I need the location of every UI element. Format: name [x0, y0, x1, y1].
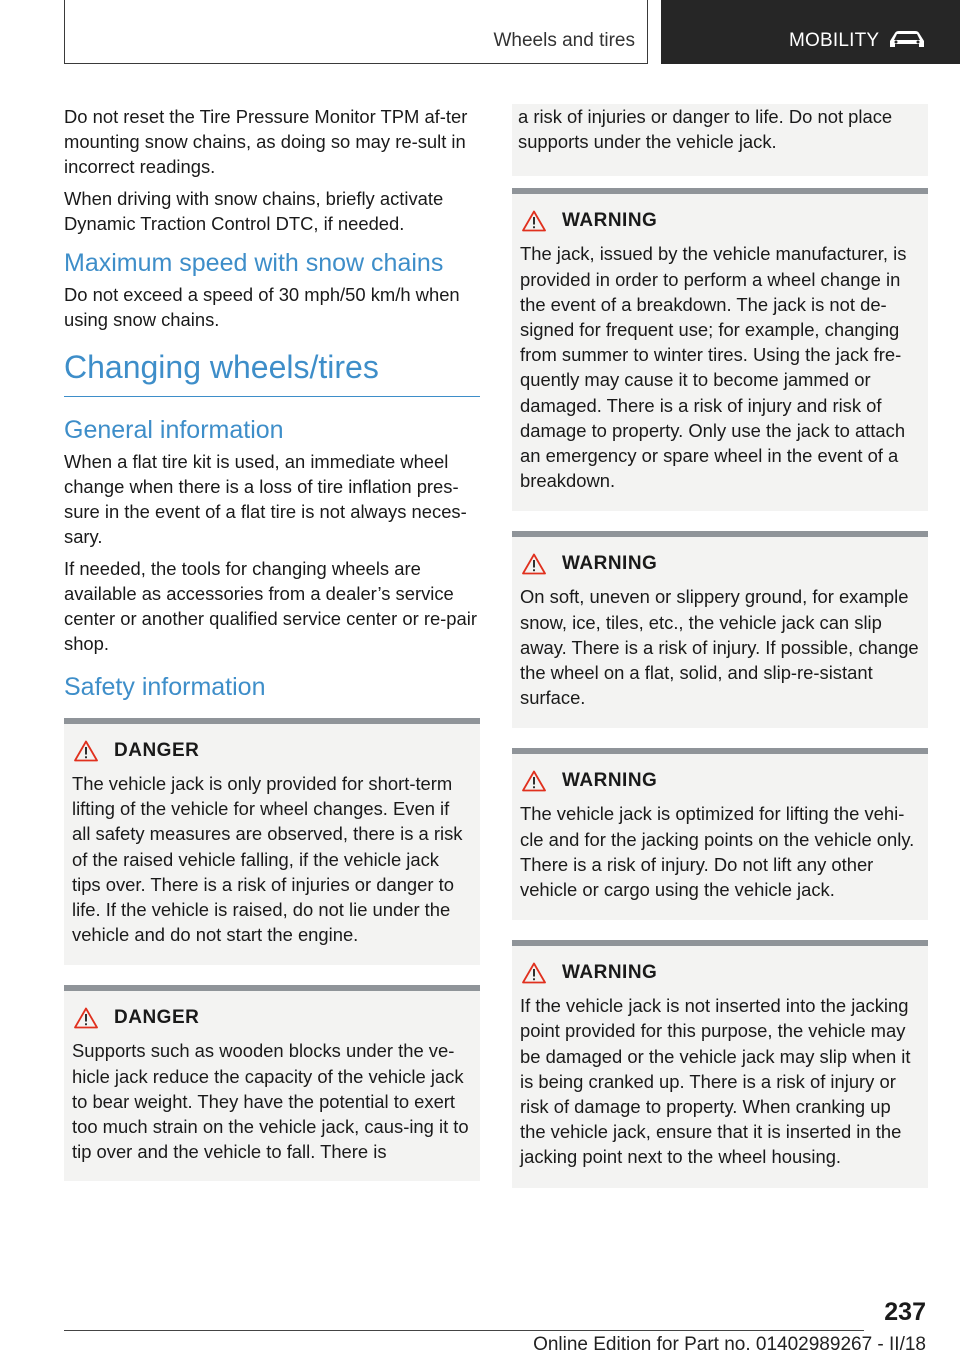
header-chapter-title: MOBILITY	[789, 30, 880, 51]
warning-title	[520, 960, 920, 986]
danger-label: DANGER	[114, 1007, 200, 1029]
heading-maximum-speed: Maximum speed with snow chains	[64, 249, 444, 277]
warning-title	[520, 208, 920, 234]
warning-box-jack-usage	[512, 188, 928, 511]
warning-triangle-icon	[522, 210, 546, 232]
header-chapter-tab	[661, 0, 960, 64]
warning-triangle-icon	[522, 770, 546, 792]
car-icon	[887, 29, 927, 51]
header-section-frame	[64, 0, 648, 64]
footer-edition: Online Edition for Part no. 01402989267 - II/18	[533, 1334, 926, 1355]
paragraph-tools: If needed, the tools for changing wheels are available as accessories from a dealer’s service center or another qualified service center or re-pair shop.	[64, 558, 477, 654]
danger-label: DANGER	[114, 740, 200, 761]
paragraph-flat-tire-kit: When a flat tire kit is used, an immediate wheel change when there is a loss of tire inflation pres-sure in the event of a flat tire is not always neces-sary.	[64, 451, 467, 547]
danger-box-supports-continued	[512, 104, 928, 176]
warning-triangle-icon	[74, 1007, 98, 1029]
paragraph-tpm-reset: Do not reset the Tire Pressure Monitor TPM af-ter mounting snow chains, as doing so may re-sult in incorrect readings.	[64, 106, 468, 177]
warning-title	[520, 768, 920, 794]
heading-safety-information: Safety information	[64, 673, 266, 701]
warning-box-jacking-points	[512, 748, 928, 920]
warning-text: On soft, uneven or slippery ground, for example snow, ice, tiles, etc., the vehicle jack can slip away. There is a risk of injury. If possible, change the wheel on a flat, solid, and slip-re-sistant surface.	[520, 586, 919, 709]
right-column	[512, 104, 928, 1208]
warning-label: WARNING	[562, 210, 658, 232]
paragraph-max-speed: Do not exceed a speed of 30 mph/50 km/h when using snow chains.	[64, 284, 460, 330]
heading-general-information: General information	[64, 416, 284, 444]
warning-text: The vehicle jack is optimized for lifting the vehi-cle and for the jacking points on the vehicle only. There is a risk of injury. Do not lift any other vehicle or cargo using the vehicle jack.	[520, 803, 915, 901]
warning-triangle-icon	[522, 553, 546, 575]
danger-title	[72, 1005, 472, 1031]
paragraph-dtc: When driving with snow chains, briefly activate Dynamic Traction Control DTC, if needed.	[64, 188, 444, 234]
warning-triangle-icon	[74, 740, 98, 762]
warning-text: If the vehicle jack is not inserted into the jacking point provided for this purpose, the vehicle may be damaged or the vehicle jack may slip when it is being cranked up. There is a risk of injury or risk of damage to property. When cranking up the vehicle jack, ensure that it is inserted in the jacking point next to the wheel housing.	[520, 995, 911, 1168]
warning-box-jack-insertion	[512, 940, 928, 1187]
warning-box-ground	[512, 531, 928, 728]
warning-label: WARNING	[562, 962, 658, 984]
footer-divider	[64, 1330, 864, 1331]
warning-label: WARNING	[562, 770, 658, 792]
warning-text: The jack, issued by the vehicle manufacturer, is provided in order to perform a wheel change in the event of a breakdown. The jack is not de-signed for frequent use; for example, changing from summer to winter tires. Using the jack fre-quently may cause it to become jammed or damaged. There is a risk of injury and risk of damage to property. Only use the jack to attach an emergency or spare wheel in the event of a breakdown.	[520, 243, 907, 492]
danger-text-continued: a risk of injuries or danger to life. Do not place supports under the vehicle jack.	[518, 106, 893, 153]
danger-text: The vehicle jack is only provided for short-term lifting of the vehicle for wheel changes. Even if all safety measures are observed, there is a risk of the raised vehicle falling, if the vehicle jack tips over. There is a risk of injuries or danger to life. If the vehicle is raised, do not lie under the vehicle and do not start the engine.	[72, 773, 463, 946]
danger-text: Supports such as wooden blocks under the ve-hicle jack reduce the capacity of the vehicle jack to bear weight. They have the potential to exert too much strain on the vehicle jack, caus-ing it to tip over and the vehicle to fall. There is	[72, 1040, 469, 1163]
danger-box-supports	[64, 985, 480, 1181]
warning-triangle-icon	[522, 962, 546, 984]
page-number: 237	[884, 1298, 926, 1326]
warning-label: WARNING	[562, 553, 658, 575]
header-section-title: Wheels and tires	[493, 30, 635, 51]
danger-box-short-term-lifting	[64, 718, 480, 965]
danger-title	[72, 738, 472, 764]
left-column	[64, 104, 480, 1181]
heading-changing-wheels: Changing wheels/tires	[64, 346, 480, 397]
warning-title	[520, 551, 920, 577]
